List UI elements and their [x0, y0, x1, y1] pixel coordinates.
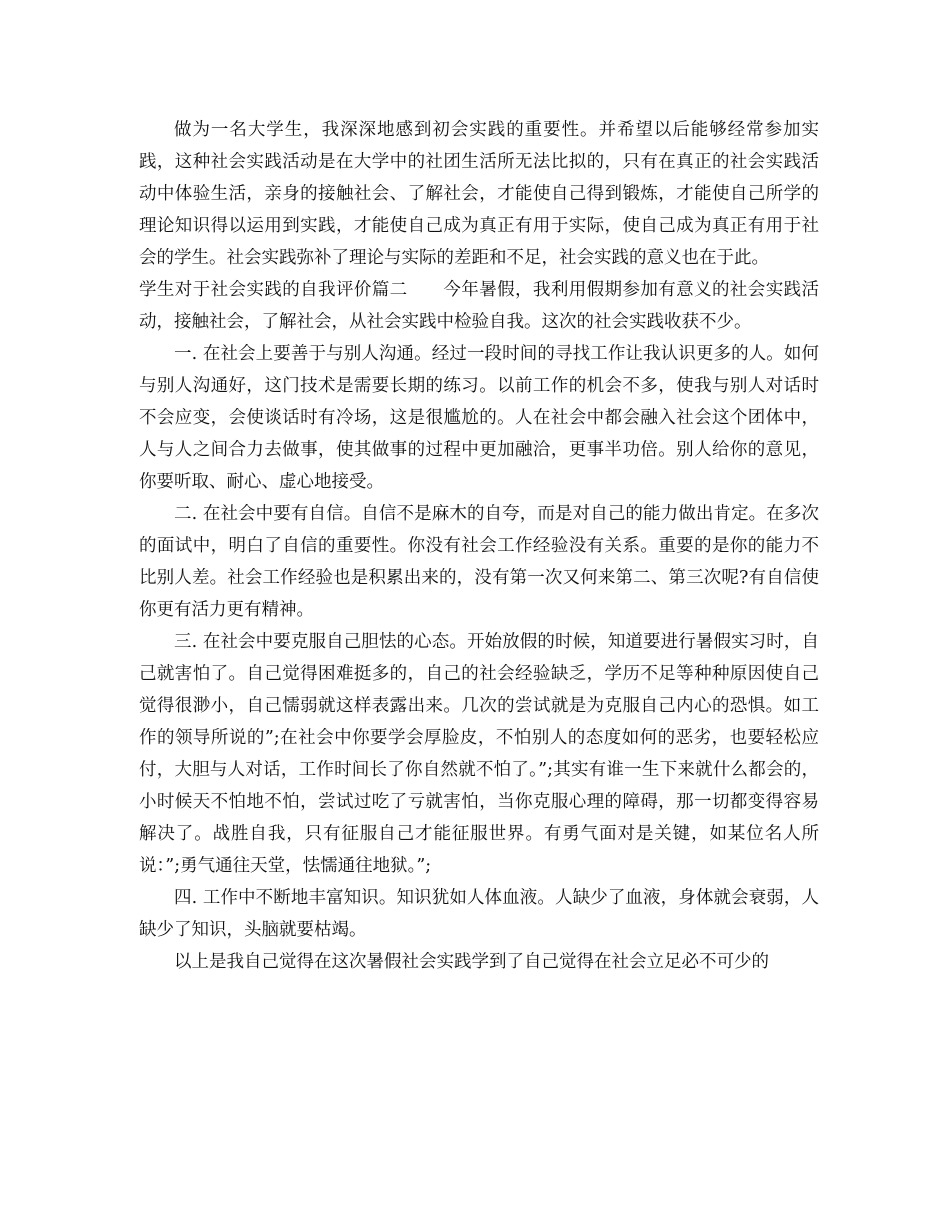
paragraph-point-four-knowledge: 四. 工作中不断地丰富知识。知识犹如人体血液。人缺少了血液，身体就会衰弱，人缺少了知识，头脑就要枯竭。: [139, 888, 819, 940]
paragraph-point-three-courage: 三. 在社会中要克服自己胆怯的心态。开始放假的时候，知道要进行暑假实习时，自己就害怕了。自己觉得困难挺多的，自己的社会经验缺乏，学历不足等种种原因使自己觉得很渺小，自己懦弱就这样表露出来。几次的尝试就是为克服自己内心的恐惧。如工作的领导所说的”;在社会中你要学会厚脸皮，不怕别人的态度如何的恶劣，也要轻松应付，大胆与人对话，工作时间长了你自然就不怕了。”;其实有谁一生下来就什么都会的，小时候天不怕地不怕，尝试过吃了亏就害怕，当你克服心理的障碍，那一切都变得容易解决了。战胜自我，只有征服自己才能征服世界。有勇气面对是关键，如某位名人所说：”;勇气通往天堂，怯懦通往地狱。”;: [139, 632, 819, 876]
paragraph-section-two-intro: [139, 274, 819, 338]
section-intro-text: 今年暑假，我利用假期参加有意义的社会实践活动，接触社会，了解社会，从社会实践中检验自我。这次的社会实践收获不少。: [139, 280, 820, 332]
heading-gap: [408, 280, 444, 300]
document-body: [139, 114, 819, 978]
paragraph-point-one-communication: 一. 在社会上要善于与别人沟通。经过一段时间的寻找工作让我认识更多的人。如何与别人沟通好，这门技术是需要长期的练习。以前工作的机会不多，使我与别人对话时不会应变，会使谈话时有冷场，这是很尴尬的。人在社会中都会融入社会这个团体中，人与人之间合力去做事，使其做事的过程中更加融洽，更事半功倍。别人给你的意见，你要听取、耐心、虚心地接受。: [139, 344, 819, 492]
paragraph-point-two-confidence: 二. 在社会中要有自信。自信不是麻木的自夸，而是对自己的能力做出肯定。在多次的面试中，明白了自信的重要性。你没有社会工作经验没有关系。重要的是你的能力不比别人差。社会工作经验也是积累出来的，没有第一次又何来第二、第三次呢?有自信使你更有活力更有精神。: [139, 504, 819, 620]
paragraph-practice-importance: 做为一名大学生，我深深地感到初会实践的重要性。并希望以后能够经常参加实践，这种社会实践活动是在大学中的社团生活所无法比拟的，只有在真正的社会实践活动中体验生活，亲身的接触社会、了解社会，才能使自己得到锻炼，才能使自己所学的理论知识得以运用到实践，才能使自己成为真正有用于实际，使自己成为真正有用于社会的学生。社会实践弥补了理论与实际的差距和不足，社会实践的意义也在于此。: [139, 120, 819, 268]
section-heading: 学生对于社会实践的自我评价篇二: [139, 280, 408, 300]
paragraph-conclusion: 以上是我自己觉得在这次暑假社会实践学到了自己觉得在社会立足必不可少的: [174, 952, 769, 972]
